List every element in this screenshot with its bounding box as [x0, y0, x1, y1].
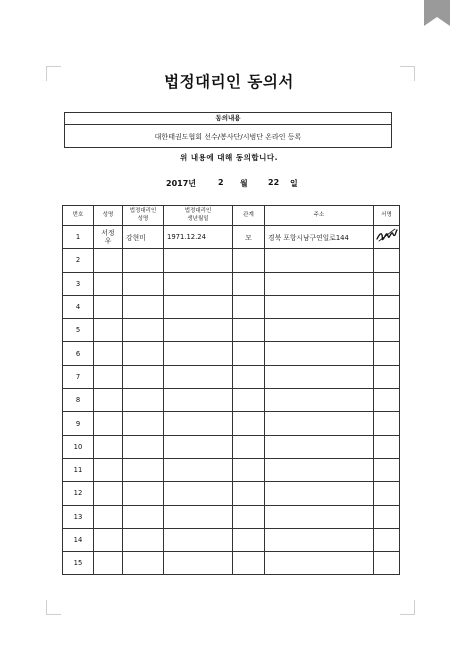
cell-address — [265, 365, 374, 388]
cell-address — [265, 458, 374, 481]
cell-relation — [233, 249, 265, 272]
table-row — [63, 226, 400, 249]
cell-number: 5 — [63, 319, 94, 342]
date-year: 2017년 — [166, 179, 196, 188]
cell-name — [94, 552, 123, 575]
cell-guardian-birthdate — [164, 389, 233, 412]
cell-name-text: 서정우 — [101, 228, 115, 246]
cell-guardian-birthdate — [164, 295, 233, 318]
cell-relation — [233, 482, 265, 505]
cell-signature — [374, 412, 400, 435]
cell-number: 3 — [63, 272, 94, 295]
cell-guardian-birthdate — [164, 458, 233, 481]
document-title: 법정대리인 동의서 — [164, 73, 294, 91]
cell-guardian-birthdate — [164, 505, 233, 528]
date-month-unit: 월 — [240, 179, 248, 188]
cell-name — [94, 482, 123, 505]
cell-address — [265, 295, 374, 318]
cell-guardian-birthdate — [164, 435, 233, 458]
consent-box — [64, 112, 392, 148]
cell-signature — [374, 389, 400, 412]
date-day-unit: 일 — [290, 179, 298, 188]
cell-guardian-name — [123, 528, 164, 551]
cell-number: 14 — [63, 528, 94, 551]
crop-mark-bottom-right — [400, 600, 415, 615]
table-row — [63, 342, 400, 365]
cell-guardian-name — [123, 412, 164, 435]
cell-guardian-name — [123, 389, 164, 412]
cell-relation — [233, 319, 265, 342]
cell-relation — [233, 412, 265, 435]
cell-number: 12 — [63, 482, 94, 505]
date-month: 2 — [218, 178, 224, 187]
cell-signature — [374, 342, 400, 365]
cell-guardian-birthdate — [164, 342, 233, 365]
cell-guardian-name — [123, 435, 164, 458]
cell-relation — [233, 365, 265, 388]
cell-relation — [233, 528, 265, 551]
cell-number: 10 — [63, 435, 94, 458]
cell-guardian-birthdate — [164, 412, 233, 435]
table-row — [63, 389, 400, 412]
cell-relation — [233, 552, 265, 575]
table-body — [63, 226, 400, 575]
cell-address — [265, 319, 374, 342]
table-row — [63, 295, 400, 318]
cell-number: 2 — [63, 249, 94, 272]
cell-guardian-name — [123, 458, 164, 481]
table-row — [63, 435, 400, 458]
cell-guardian-name: 강현미 — [123, 226, 164, 249]
cell-address: 경북 포항시남구연일로144 — [265, 226, 374, 249]
cell-address — [265, 412, 374, 435]
cell-relation — [233, 272, 265, 295]
cell-number: 1 — [63, 226, 94, 249]
date-day: 22 — [268, 178, 280, 187]
cell-address — [265, 342, 374, 365]
cell-address — [265, 249, 374, 272]
cell-number: 4 — [63, 295, 94, 318]
cell-name — [94, 249, 123, 272]
cell-guardian-name — [123, 342, 164, 365]
cell-guardian-name — [123, 295, 164, 318]
header-relation: 관계 — [233, 206, 265, 226]
cell-signature — [374, 435, 400, 458]
cell-guardian-birthdate — [164, 249, 233, 272]
cell-number: 6 — [63, 342, 94, 365]
cell-signature — [374, 365, 400, 388]
table-row — [63, 365, 400, 388]
table-row — [63, 482, 400, 505]
header-guardian-name: 법정대리인 성명 — [123, 206, 164, 226]
cell-name — [94, 226, 123, 249]
cell-name — [94, 458, 123, 481]
cell-number: 15 — [63, 552, 94, 575]
cell-name — [94, 319, 123, 342]
cell-guardian-name — [123, 552, 164, 575]
cell-address — [265, 435, 374, 458]
cell-guardian-birthdate — [164, 528, 233, 551]
table-row — [63, 458, 400, 481]
header-signature: 서명 — [374, 206, 400, 226]
cell-guardian-name — [123, 482, 164, 505]
cell-number: 7 — [63, 365, 94, 388]
cell-guardian-name — [123, 249, 164, 272]
cell-signature — [374, 226, 400, 249]
cell-name — [94, 295, 123, 318]
cell-number: 13 — [63, 505, 94, 528]
cell-guardian-birthdate — [164, 365, 233, 388]
header-name: 성명 — [94, 206, 123, 226]
table-row — [63, 272, 400, 295]
cell-relation — [233, 505, 265, 528]
cell-signature — [374, 249, 400, 272]
agree-statement: 위 내용에 대해 동의합니다. — [180, 153, 278, 162]
cell-relation — [233, 342, 265, 365]
cell-address — [265, 528, 374, 551]
cell-signature — [374, 505, 400, 528]
header-guardian-birthdate: 법정대리인 생년월일 — [164, 206, 233, 226]
cell-number: 9 — [63, 412, 94, 435]
cell-guardian-name — [123, 505, 164, 528]
cell-name — [94, 505, 123, 528]
handwritten-signature — [375, 226, 399, 246]
cell-guardian-name — [123, 365, 164, 388]
cell-name — [94, 342, 123, 365]
consent-body: 대한태권도협회 선수/봉사단/시범단 온라인 등록 — [154, 133, 302, 141]
cell-guardian-birthdate — [164, 319, 233, 342]
consent-table — [62, 205, 400, 575]
cell-address — [265, 482, 374, 505]
cell-name — [94, 435, 123, 458]
cell-relation — [233, 435, 265, 458]
cell-number: 8 — [63, 389, 94, 412]
table-row — [63, 552, 400, 575]
table-row — [63, 319, 400, 342]
table-row — [63, 249, 400, 272]
cell-relation — [233, 389, 265, 412]
cell-address — [265, 552, 374, 575]
crop-mark-bottom-left — [46, 600, 61, 615]
consent-header: 동의내용 — [65, 113, 391, 125]
cell-relation: 모 — [233, 226, 265, 249]
table-row — [63, 505, 400, 528]
cell-name — [94, 528, 123, 551]
cell-signature — [374, 482, 400, 505]
cell-name — [94, 365, 123, 388]
cell-guardian-birthdate — [164, 482, 233, 505]
cell-address — [265, 272, 374, 295]
cell-guardian-birthdate: 1971.12.24 — [164, 226, 233, 249]
cell-relation — [233, 295, 265, 318]
cell-signature — [374, 528, 400, 551]
bookmark-icon[interactable] — [424, 0, 450, 26]
cell-signature — [374, 319, 400, 342]
cell-name — [94, 412, 123, 435]
cell-guardian-name — [123, 319, 164, 342]
table-row — [63, 528, 400, 551]
cell-signature — [374, 295, 400, 318]
header-number: 번호 — [63, 206, 94, 226]
cell-number: 11 — [63, 458, 94, 481]
cell-guardian-name — [123, 272, 164, 295]
cell-name — [94, 389, 123, 412]
cell-name — [94, 272, 123, 295]
cell-guardian-birthdate — [164, 552, 233, 575]
table-header-row — [63, 206, 400, 226]
cell-signature — [374, 272, 400, 295]
table-row — [63, 412, 400, 435]
cell-signature — [374, 458, 400, 481]
header-address: 주소 — [265, 206, 374, 226]
cell-signature — [374, 552, 400, 575]
cell-address — [265, 505, 374, 528]
cell-address — [265, 389, 374, 412]
cell-guardian-birthdate — [164, 272, 233, 295]
cell-relation — [233, 458, 265, 481]
